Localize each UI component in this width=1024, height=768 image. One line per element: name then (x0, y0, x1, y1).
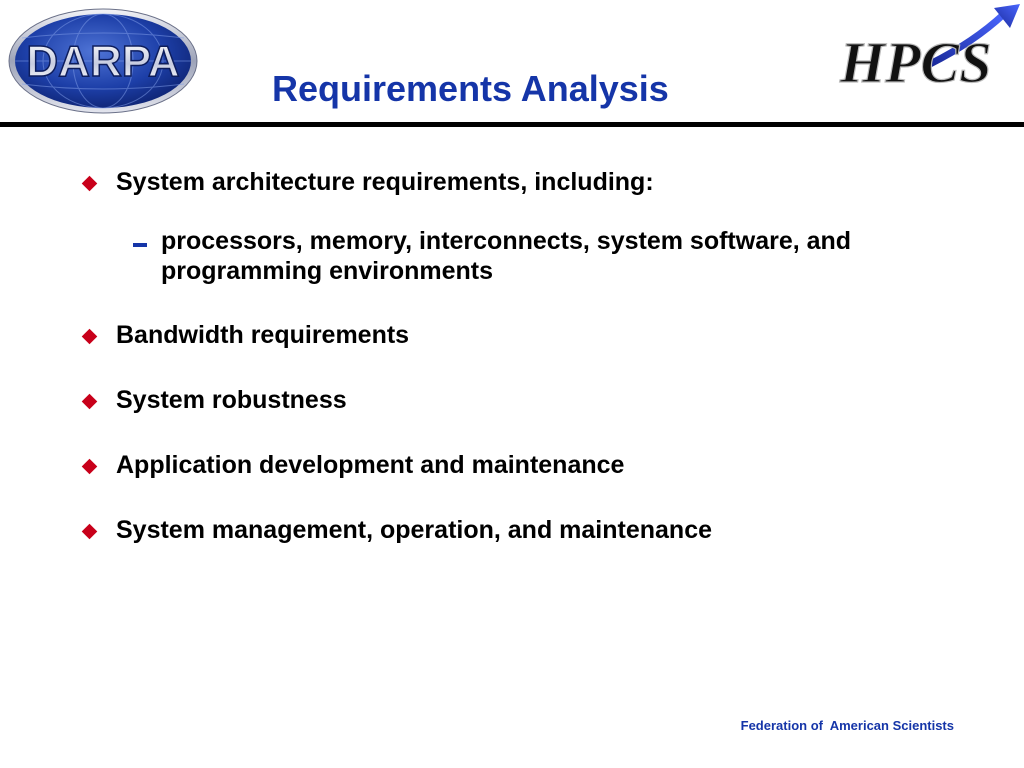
darpa-logo (6, 6, 200, 116)
dash-bullet-icon (133, 243, 147, 247)
hpcs-logo (834, 2, 1024, 94)
diamond-bullet-icon (82, 394, 98, 410)
sub-bullet-label: processors, memory, interconnects, system software, and programming environments (161, 227, 852, 285)
bullet-label: Bandwidth requirements (116, 321, 410, 349)
diamond-bullet-icon (82, 329, 98, 345)
bullet-label: Application development and maintenance (116, 451, 625, 479)
title-divider (0, 122, 1024, 127)
darpa-logo-text: DARPA (26, 37, 180, 86)
hpcs-logo-text: HPCS (840, 30, 992, 94)
bullet-label: System architecture requirements, including: (116, 168, 654, 196)
bullet-label: System robustness (116, 386, 347, 414)
diamond-bullet-icon (82, 459, 98, 475)
diamond-bullet-icon (82, 176, 98, 192)
diamond-bullet-icon (82, 524, 98, 540)
page-title: Requirements Analysis (272, 68, 669, 109)
bullet-label: System management, operation, and maintenance (116, 516, 712, 544)
footer-credit: Federation of American Scientists (740, 718, 954, 733)
